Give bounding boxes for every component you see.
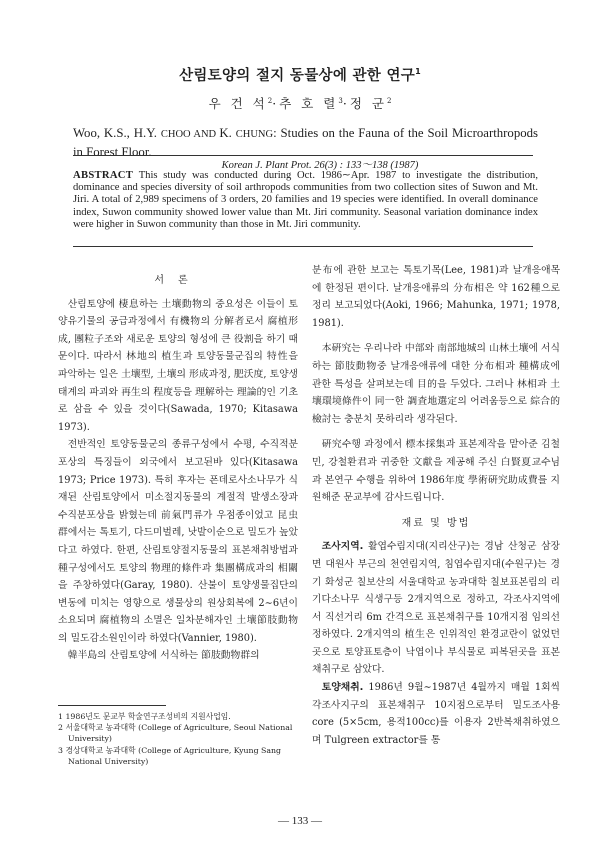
section-heading-methods: 재료 및 방법 [401,517,471,529]
acknowledgement-paragraph: 硏究수행 과정에서 標本採集과 표본제작을 맡아준 김철민, 강철환君과 귀중한 文獻을 제공해 주신 白賢夏교수님과 본연구 수행을 위하여 1986年度 學術硏究助成費를 지원해준 문교부에 감사드립니다. [312,439,560,504]
intro-paragraph-4: 本硏究는 우리나라 中部와 南部地城의 山林土壤에 서식하는 節肢動物중 날개응애류에 대한 分布相과 種構成에 관한 특성을 살펴보는데 目的을 두었다. 그러나 林相과 土壤環境條件이 同一한 調査地選定의 어려움등으로 綜合的檢討는 충분치 못하리라 생각된다. [312,343,560,425]
footnotes [58,711,298,767]
abstract-label: ABSTRACT [73,170,134,181]
methods-paragraph-site: 조사지역. 활엽수림지대(지리산구)는 경남 산청군 삼장면 대원사 부근의 천연림지역, 침엽수림지대(수원구)는 경기 화성군 칠보산의 서울대학교 농과대학 칠보표본림의 리기다소나무 식생구등 2개지역으로 정하고, 각조사지역에서 직선거리 6m 간격으로 표본채취구를 10개지점 임의선정하였다. 2개지역의 植生은 인위적인 환경교란이 없었던 곳으로 토양표토층이 낙엽이나 부식물로 피복된곳을 표본채취구로 삼았다. [312,541,560,676]
abstract-text: This study was conducted during Oct. 1986∼Apr. 1987 to investigate the distribution, dominance and species diversity of soil arthropods communities from two collection sites of Suwon and Mt. Jiri. A total of 2,989 specimens of 3 orders, 20 families and 19 species were identified. In overall dominance index, Suwon community showed lower value than Mt. Jiri community. Seasonal variation dominance index were higher in Suwon community than those in Mt. Jiri community. [73,170,538,230]
journal-citation: Korean J. Plant Prot. 26(3) : 133～138 (1987) [221,160,419,171]
paper-title: 산림토양의 절지 동물상에 관한 연구$^1$ [179,67,421,84]
footnote-rule [58,705,166,706]
footnote-3: 3 경상대학교 농과대학 (College of Agriculture, Kyung Sang National University) [58,745,282,766]
column-right [312,262,560,749]
runin-site: 조사지역. [321,541,364,553]
divider-abstract [73,246,533,247]
intro-paragraph-3: 韓半島의 산림토양에 서식하는 節肢動物群의 [67,650,260,662]
intro-paragraph-1: 산림토양에 棲息하는 土壤動物의 중요성은 이들이 토양유기물의 공급과정에서 有機物의 分解者로서 腐植形成, 團粒子조와 새로운 토양의 형성에 큰 役割을 하기 때문이다. 따라서 林地의 植生과 토양동물군집의 特性을 파악하는 일은 土壤型, 土壤의 形成과정, 肥沃度, 토양생태계의 파괴와 再生의 程度등을 理解하는 理論的인 기초로 삼을 수 있을 것이다(Sawada, 1970; Kitasawa 1973). [58,298,298,433]
intro-paragraph-2: 전반적인 토양동물군의 종류구성에서 수평, 수직적분포상의 특징들이 외국에서 보고된바 있다(Kitasawa 1973; Price 1973). 특히 후자는 폰데로사소나무가 식재된 산림토양에서 미소절지동물의 계절적 발생소장과 수직분포상을 밝혔는데 前氣門류가 우점종이었고 昆虫群에서는 톡토기, 다드미벌레, 낫발이순으로 밀도가 높았다고 하였다. 한편, 산림토양절지동물의 표본채취방법과 種구성에서도 토양의 物理的條件과 集團構成과의 相關을 주창하였다(Garay, 1980). 산불이 토양생물집단의 변동에 미치는 영향으로 생물상의 원상회복에 2∼6년이 소요되며 腐植物의 소멸은 일차분해자인 土壤節肢動物의 밀도감소원인이라 하였다(Vannier, 1980). [58,439,298,644]
abstract [73,170,538,231]
section-heading-intro: 서론 [154,275,202,286]
citation-english: Woo, K.S., H.Y. CHOO AND K. CHUNG: Studies on the Fauna of the Soil Microarthropods in Forest Floor. [73,126,538,159]
runin-sampling: 토양채취. [321,682,364,694]
authors-korean: 우 건 석$^2$·추 호 렬$^3$·정 군$^2$ [208,96,392,111]
divider-top [73,155,533,156]
footnote-2: 2 서울대학교 농과대학 (College of Agriculture, Seoul National University) [58,723,293,744]
page-number: — 133 — [278,815,322,827]
column-left [58,272,298,665]
methods-paragraph-sampling: 토양채취. 1986년 9월∼1987년 4월까지 매월 1회씩 각조사지구의 표본채취구 10지점으로부터 밀도조사용 core (5×5cm, 용적100cc)를 이용자 2반복채취하였으며 Tulgreen extractor를 통 [312,682,560,746]
footnote-1: 1 1986년도 문교부 학술연구조성비의 지원사업임. [58,712,231,721]
intro-paragraph-continued: 분布에 관한 보고는 톡토기목(Lee, 1981)과 날개응애목에 한정된 편이다. 날개응애류의 分布相은 약 162種으로 정리 보고되었다(Aoki, 1966; Mahunka, 1971; 1978, 1981). [312,265,560,329]
